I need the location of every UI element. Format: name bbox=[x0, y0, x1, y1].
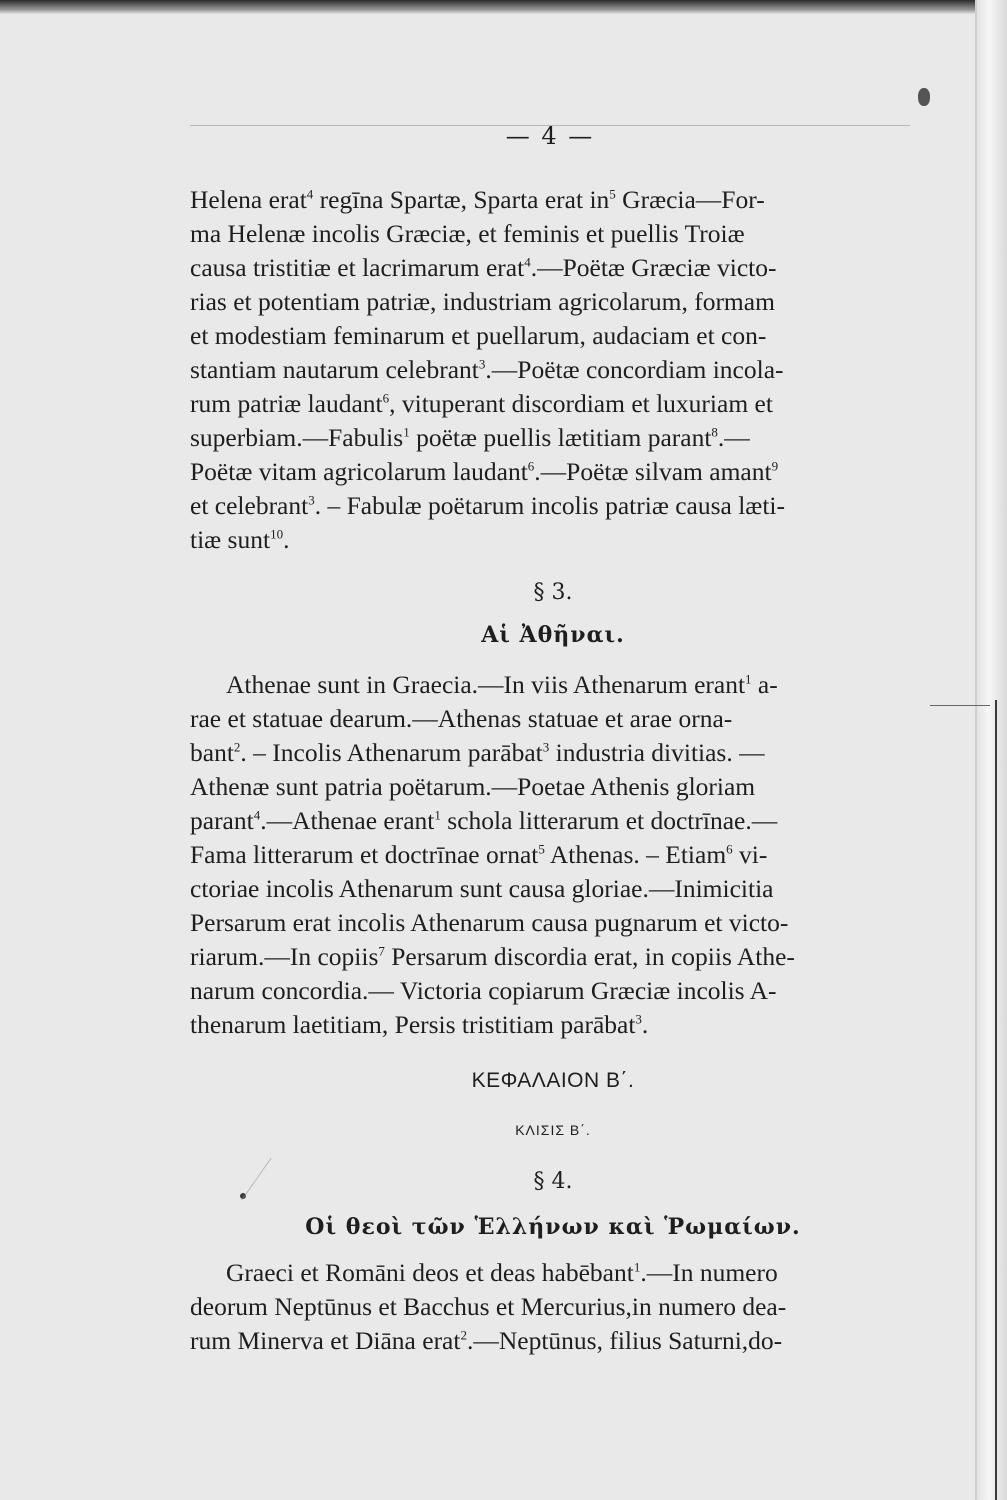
text-line: riarum.—In copiis$^7$ Persarum discordia erat, in copiis Athe- bbox=[190, 942, 795, 971]
text-line: rias et potentiam patriæ, industriam agricolarum, formam bbox=[190, 287, 775, 316]
text-line: ctoriae incolis Athenarum sunt causa gloriae.—Inimicitia bbox=[190, 874, 774, 903]
text-line: Helena erat$^4$ regīna Spartæ, Sparta erat $in^5$ Græcia—For- bbox=[190, 185, 765, 214]
page-top-edge bbox=[0, 0, 1007, 14]
text-line: causa tristitiæ et lacrimarum erat$^4$.—Poëtæ Græciæ victo- bbox=[190, 253, 777, 282]
text-line: rae et statuae dearum.—Athenas statuae et arae orna- bbox=[190, 704, 733, 733]
text-line: rum patriæ laudant$^6$, vituperant discordiam et luxuriam et bbox=[190, 389, 773, 418]
text-line: Persarum erat incolis Athenarum causa pugnarum et victo- bbox=[190, 908, 789, 937]
text-line: parant$^4$.—Athenae erant$^1$ schola litterarum et doctrīnae.— bbox=[190, 806, 778, 835]
section-4-marker: § 4. bbox=[533, 1169, 573, 1194]
text-line: Athenae sunt in Graecia.—In viis Athenarum erant$^1$ a- bbox=[226, 670, 778, 699]
section-3-heading: Αἱ Ἀθῆναι. bbox=[481, 622, 625, 648]
text-line: ma Helenæ incolis Græciæ, et feminis et puellis Troiæ bbox=[190, 219, 745, 248]
lesson-title: ΚΛΙΣΙΣ Β΄. bbox=[515, 1122, 591, 1138]
text-line: superbiam.—Fabulis$^1$ poëtæ puellis lætitiam parant$^8$.— bbox=[190, 423, 750, 452]
page-right-edge bbox=[975, 0, 1007, 1500]
ink-spot bbox=[918, 88, 930, 106]
text-line: narum concordia.— Victoria copiarum Græciæ incolis A- bbox=[190, 976, 777, 1005]
section-4-heading: Οἱ θεοὶ τῶν Ἑλλήνων καὶ Ῥωμαίων. bbox=[305, 1214, 801, 1240]
binding-line bbox=[995, 700, 997, 1500]
text-line: Athenæ sunt patria poëtarum.—Poetae Athenis gloriam bbox=[190, 772, 756, 801]
text-line: tiæ sunt$^{10}$. bbox=[190, 525, 290, 554]
paragraph-2 bbox=[190, 668, 916, 1042]
text-line: Graeci et Romāni deos et deas habēbant$^1$.—In numero bbox=[226, 1258, 778, 1287]
text-line: bant$^2$. – Incolis Athenarum parābat$^3$ industria divitias. — bbox=[190, 738, 765, 767]
text-line: Poëtæ vitam agricolarum laudant$^6$.—Poëtæ silvam amant$^9$ bbox=[190, 457, 779, 486]
page-number: — 4 — bbox=[505, 122, 595, 150]
text-line: deorum Neptūnus et Bacchus et Mercurius,in numero dea- bbox=[190, 1292, 787, 1321]
text-line: thenarum laetitiam, Persis tristitiam parābat$^3$. bbox=[190, 1010, 649, 1039]
paragraph-3 bbox=[190, 1256, 916, 1358]
section-3-marker: § 3. bbox=[533, 580, 573, 605]
text-line: Fama litterarum et doctrīnae ornat$^5$ Athenas. – Etiam$^6$ vi- bbox=[190, 840, 768, 869]
paragraph-1 bbox=[190, 183, 916, 557]
margin-mark bbox=[930, 705, 990, 706]
text-line: rum Minerva et Diāna erat$^2$.—Neptūnus, filius Saturni,do- bbox=[190, 1326, 783, 1355]
chapter-title: ΚΕΦΑΛΑΙΟΝ Β΄. bbox=[471, 1069, 635, 1092]
text-line: et modestiam feminarum et puellarum, audaciam et con- bbox=[190, 321, 767, 350]
text-line: stantiam nautarum celebrant$^3$.—Poëtæ concordiam incola- bbox=[190, 355, 784, 384]
text-line: et celebrant$^3$. – Fabulæ poëtarum incolis patriæ causa læti- bbox=[190, 491, 785, 520]
